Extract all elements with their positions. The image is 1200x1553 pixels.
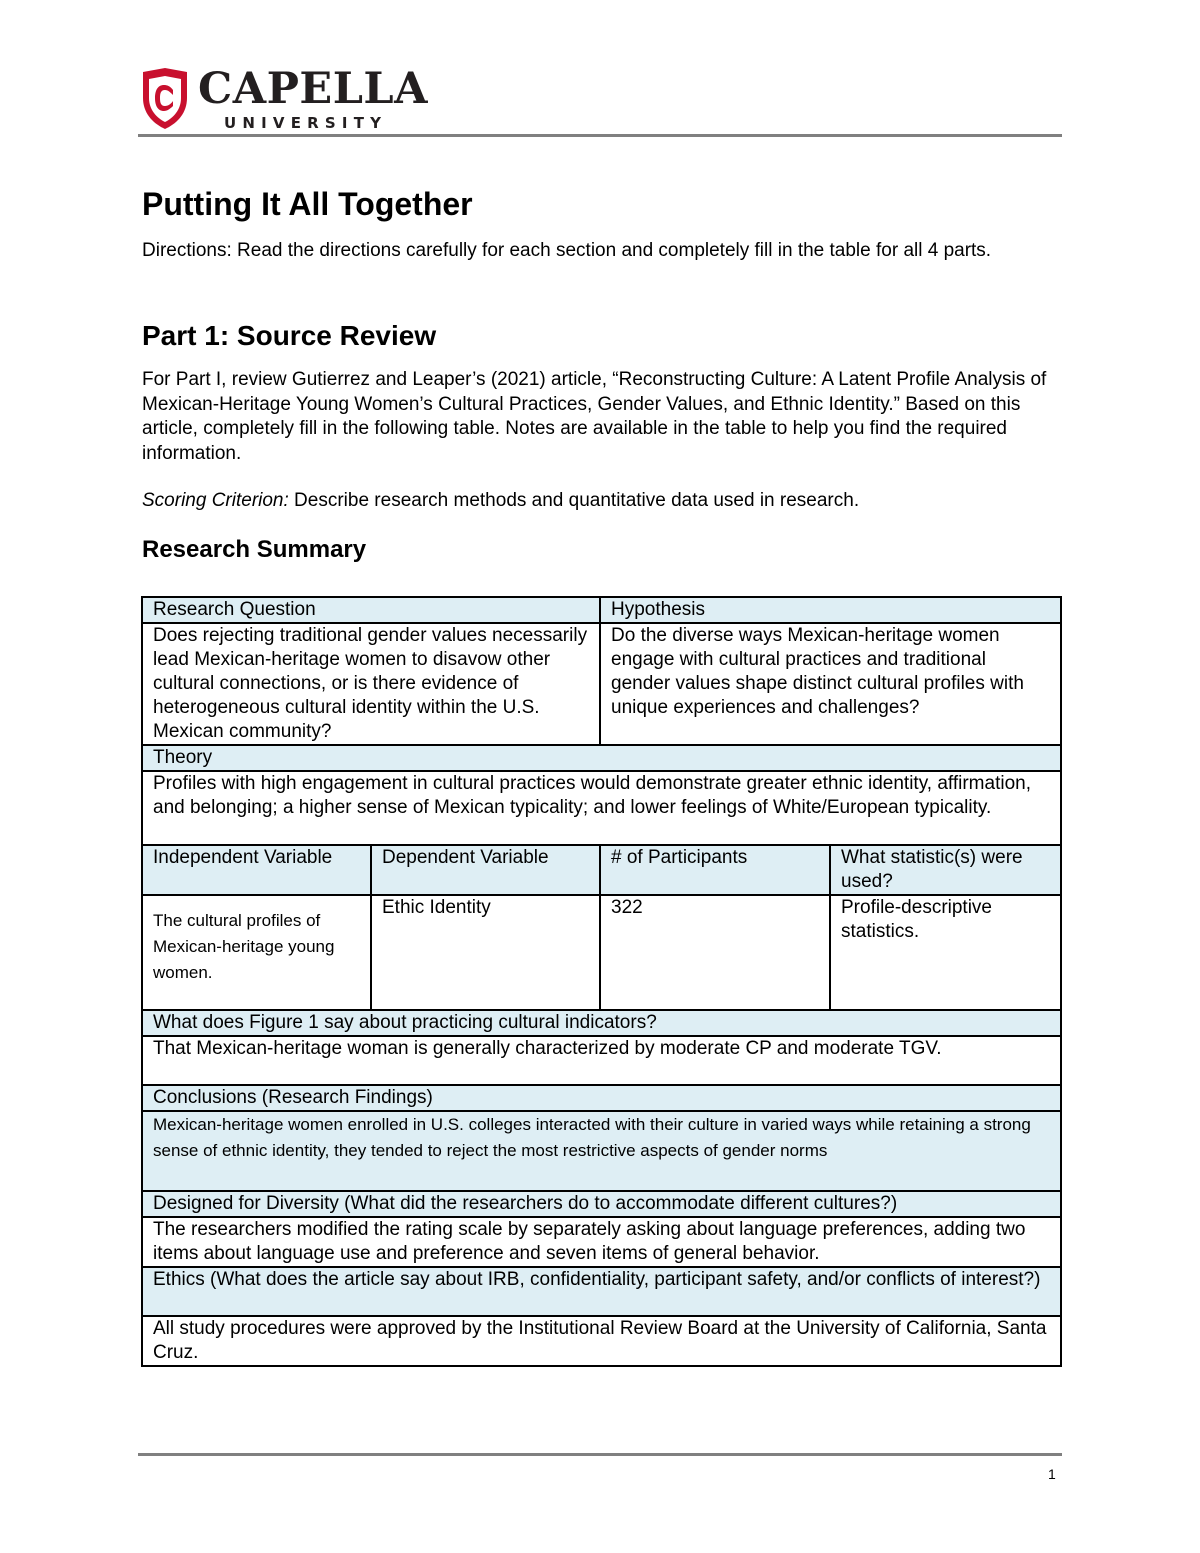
conclusions-header: Conclusions (Research Findings) [142,1085,1061,1111]
page-title: Putting It All Together [142,186,473,222]
participants-cell[interactable]: 322 [600,895,830,1010]
directions-text: Directions: Read the directions carefully for each section and completely fill in the table for all 4 parts. [142,240,992,261]
research-summary-table [141,596,1062,1367]
research-question-header: Research Question [142,597,600,623]
part1-heading: Part 1: Source Review [142,320,437,351]
ethics-cell[interactable]: All study procedures were approved by the Institutional Review Board at the University of California, Santa Cruz. [142,1316,1061,1366]
capella-logo [140,64,429,132]
independent-variable-header: Independent Variable [142,845,371,895]
criterion-label: Scoring Criterion: [142,490,289,511]
conclusions-cell[interactable]: Mexican-heritage women enrolled in U.S. colleges interacted with their culture in varied ways while retaining a strong sense of ethnic identity, they tended to reject the most restrictive aspects of gender norms [142,1111,1061,1191]
criterion-text: Describe research methods and quantitative data used in research. [288,490,860,511]
header-divider [138,134,1062,137]
scoring-criterion [142,488,1062,513]
logo-wordmark: CAPELLA [198,64,429,114]
capella-shield-icon [140,68,190,130]
participants-header: # of Participants [600,845,830,895]
logo-subtitle: UNIVERSITY [224,114,388,132]
part1-intro: For Part I, review Gutierrez and Leaper’s (2021) article, “Reconstructing Culture: A Latent Profile Analysis of Mexican-Heritage Young Women’s Cultural Practices, Gender Values, and Ethnic Identity.” Based on this article, completely fill in the following table. Notes are available in the table to help you find the required information. [142,369,1047,464]
research-summary-heading: Research Summary [142,536,367,563]
dependent-variable-header: Dependent Variable [371,845,600,895]
figure1-cell[interactable]: That Mexican-heritage woman is generally characterized by moderate CP and moderate TGV. [142,1036,1061,1085]
hypothesis-cell[interactable]: Do the diverse ways Mexican-heritage women engage with cultural practices and traditional gender values shape distinct cultural profiles with unique experiences and challenges? [600,623,1061,745]
theory-cell[interactable]: Profiles with high engagement in cultural practices would demonstrate greater ethnic identity, affirmation, and belonging; a higher sense of Mexican typicality; and lower feelings of White/European typicality. [142,771,1061,845]
footer-divider [138,1453,1062,1456]
independent-variable-cell[interactable]: The cultural profiles of Mexican-heritage young women. [142,895,371,1010]
statistics-header: What statistic(s) were used? [830,845,1061,895]
research-question-cell[interactable]: Does rejecting traditional gender values necessarily lead Mexican-heritage women to disavow other cultural connections, or is there evidence of heterogeneous cultural identity within the U.S. Mexican community? [142,623,600,745]
page-number: 1 [1048,1466,1056,1482]
figure1-header: What does Figure 1 say about practicing cultural indicators? [142,1010,1061,1036]
theory-header: Theory [142,745,1061,771]
diversity-cell[interactable]: The researchers modified the rating scale by separately asking about language preferences, adding two items about language use and preference and seven items of general behavior. [142,1217,1061,1267]
ethics-header: Ethics (What does the article say about IRB, confidentiality, participant safety, and/or conflicts of interest?) [142,1267,1061,1316]
hypothesis-header: Hypothesis [600,597,1061,623]
statistics-cell[interactable]: Profile-descriptive statistics. [830,895,1061,1010]
diversity-header: Designed for Diversity (What did the researchers do to accommodate different cultures?) [142,1191,1061,1217]
dependent-variable-cell[interactable]: Ethic Identity [371,895,600,1010]
